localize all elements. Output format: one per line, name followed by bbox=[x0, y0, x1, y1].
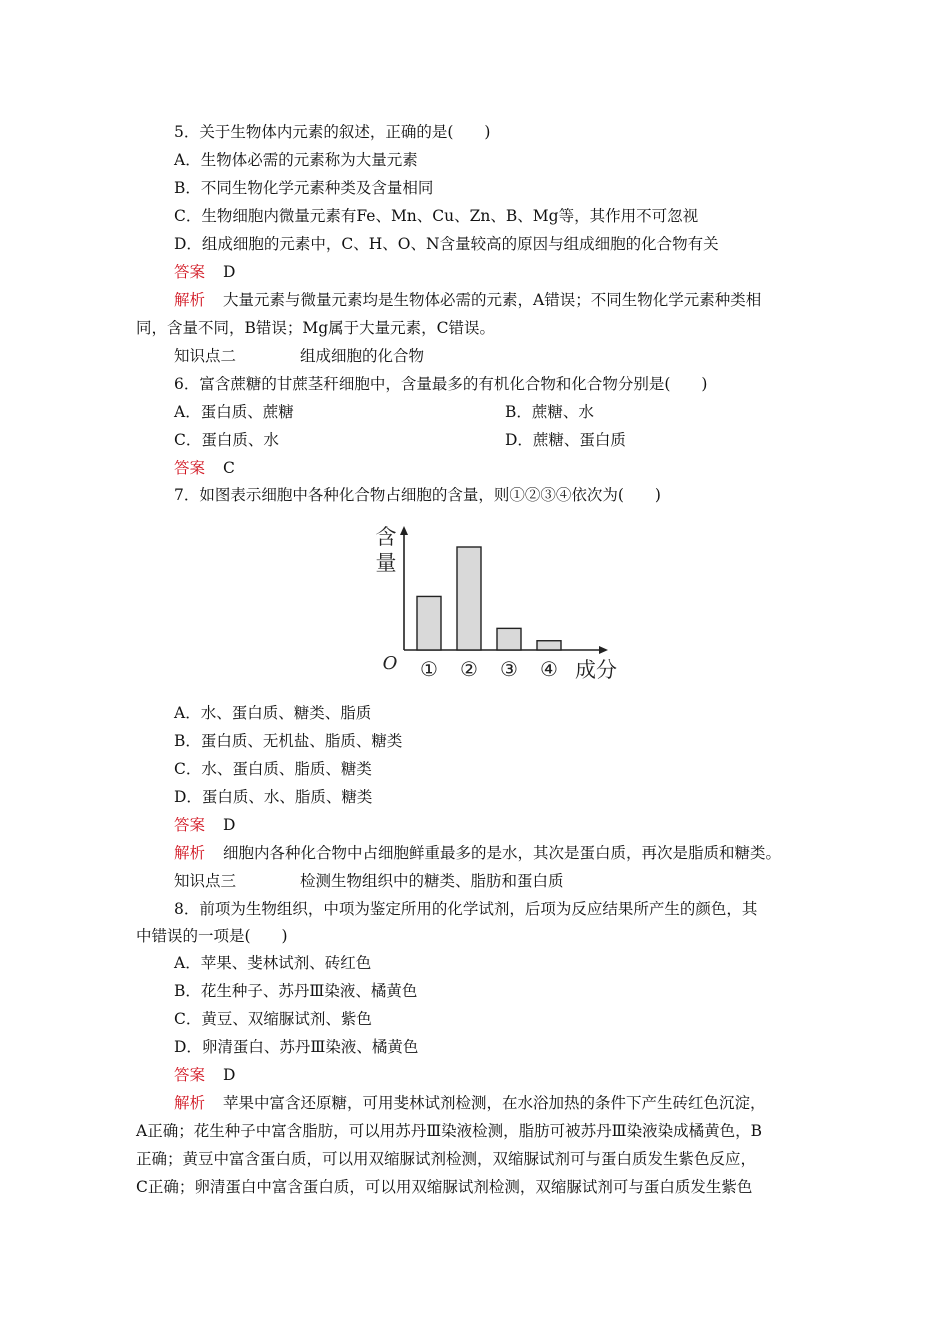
analysis-text: 细胞内各种化合物中占细胞鲜重最多的是水，其次是蛋白质，再次是脂质和糖类。 bbox=[223, 844, 782, 862]
bar-3 bbox=[497, 628, 521, 650]
q7-answer bbox=[174, 815, 235, 835]
q7-option-c: C．水、蛋白质、脂质、糖类 bbox=[174, 760, 372, 778]
bar-1 bbox=[417, 596, 441, 650]
x-tick-label: ② bbox=[460, 657, 478, 681]
q6-option-a: A．蛋白质、蔗糖 bbox=[174, 403, 294, 421]
analysis-label: 解析 bbox=[174, 1094, 206, 1112]
compound-content-chart bbox=[372, 518, 632, 696]
q6-option-c: C．蛋白质、水 bbox=[174, 431, 279, 449]
bar-2 bbox=[457, 547, 481, 650]
q7-analysis bbox=[174, 843, 781, 863]
q5-option-b: B．不同生物化学元素种类及含量相同 bbox=[174, 179, 434, 197]
answer-value: D bbox=[223, 263, 236, 281]
origin-label: O bbox=[382, 653, 398, 674]
q6-option-d: D．蔗糖、蛋白质 bbox=[505, 431, 626, 449]
answer-label: 答案 bbox=[174, 459, 206, 477]
q8-analysis bbox=[174, 1093, 766, 1113]
q8-answer bbox=[174, 1065, 235, 1085]
q8-option-c: C．黄豆、双缩脲试剂、紫色 bbox=[174, 1010, 372, 1028]
y-axis-label-char: 含 bbox=[375, 525, 397, 549]
q5-analysis bbox=[174, 290, 761, 310]
y-axis-label-char: 量 bbox=[375, 551, 397, 575]
q5-analysis-cont: 同，含量不同，B错误；Mg属于大量元素，C错误。 bbox=[136, 319, 496, 337]
x-axis-arrow bbox=[599, 646, 608, 654]
analysis-text: 大量元素与微量元素均是生物体必需的元素，A错误；不同生物化学元素种类相 bbox=[223, 291, 762, 309]
analysis-label: 解析 bbox=[174, 291, 206, 309]
answer-label: 答案 bbox=[174, 816, 206, 834]
y-axis-arrow bbox=[400, 526, 408, 535]
analysis-label: 解析 bbox=[174, 844, 206, 862]
answer-value: D bbox=[223, 1066, 236, 1084]
section-title: 检测生物组织中的糖类、脂肪和蛋白质 bbox=[300, 872, 564, 890]
x-tick-label: ④ bbox=[540, 657, 558, 681]
section-label: 知识点三 bbox=[174, 872, 237, 890]
q5-option-d: D．组成细胞的元素中，C、H、O、N含量较高的原因与组成细胞的化合物有关 bbox=[174, 235, 719, 253]
q6-answer bbox=[174, 458, 235, 478]
section-label: 知识点二 bbox=[174, 347, 237, 365]
answer-label: 答案 bbox=[174, 1066, 206, 1084]
q5-option-a: A．生物体必需的元素称为大量元素 bbox=[174, 151, 418, 169]
q6-option-b: B．蔗糖、水 bbox=[505, 403, 594, 421]
analysis-text: 苹果中富含还原糖，可用斐林试剂检测，在水浴加热的条件下产生砖红色沉淀， bbox=[223, 1094, 766, 1112]
q8-analysis-line3: 正确；黄豆中富含蛋白质，可以用双缩脲试剂检测，双缩脲试剂可与蛋白质发生紫色反应， bbox=[136, 1150, 757, 1168]
q8-analysis-line2: A正确；花生种子中富含脂肪，可以用苏丹Ⅲ染液检测，脂肪可被苏丹Ⅲ染液染成橘黄色，B bbox=[136, 1122, 762, 1140]
q8-option-a: A．苹果、斐林试剂、砖红色 bbox=[174, 954, 372, 972]
q8-stem-cont: 中错误的一项是( ) bbox=[136, 927, 288, 945]
q5-answer bbox=[174, 262, 235, 282]
q8-option-d: D．卵清蛋白、苏丹Ⅲ染液、橘黄色 bbox=[174, 1038, 419, 1056]
q6-stem: 6．富含蔗糖的甘蔗茎秆细胞中，含量最多的有机化合物和化合物分别是( ) bbox=[174, 375, 708, 393]
answer-value: D bbox=[223, 816, 236, 834]
bar-4 bbox=[537, 641, 561, 650]
q8-stem: 8．前项为生物组织，中项为鉴定所用的化学试剂，后项为反应结果所产生的颜色，其 bbox=[174, 900, 758, 918]
q5-option-c: C．生物细胞内微量元素有Fe、Mn、Cu、Zn、B、Mg等，其作用不可忽视 bbox=[174, 207, 699, 225]
q7-option-a: A．水、蛋白质、糖类、脂质 bbox=[174, 704, 372, 722]
q5-stem: 5．关于生物体内元素的叙述，正确的是( ) bbox=[174, 123, 491, 141]
q8-analysis-line4: C正确；卵清蛋白中富含蛋白质，可以用双缩脲试剂检测，双缩脲试剂可与蛋白质发生紫色 bbox=[136, 1178, 753, 1196]
x-tick-label: ① bbox=[420, 657, 438, 681]
section-heading bbox=[174, 871, 564, 891]
q7-option-d: D．蛋白质、水、脂质、糖类 bbox=[174, 788, 373, 806]
x-tick-label: ③ bbox=[500, 657, 518, 681]
answer-label: 答案 bbox=[174, 263, 206, 281]
answer-value: C bbox=[223, 459, 235, 477]
section-title: 组成细胞的化合物 bbox=[300, 347, 425, 365]
q7-stem: 7．如图表示细胞中各种化合物占细胞的含量，则①②③④依次为( ) bbox=[174, 486, 661, 504]
x-axis-label: 成分 bbox=[575, 658, 617, 682]
section-heading bbox=[174, 346, 424, 366]
q7-option-b: B．蛋白质、无机盐、脂质、糖类 bbox=[174, 732, 403, 750]
q8-option-b: B．花生种子、苏丹Ⅲ染液、橘黄色 bbox=[174, 982, 418, 1000]
